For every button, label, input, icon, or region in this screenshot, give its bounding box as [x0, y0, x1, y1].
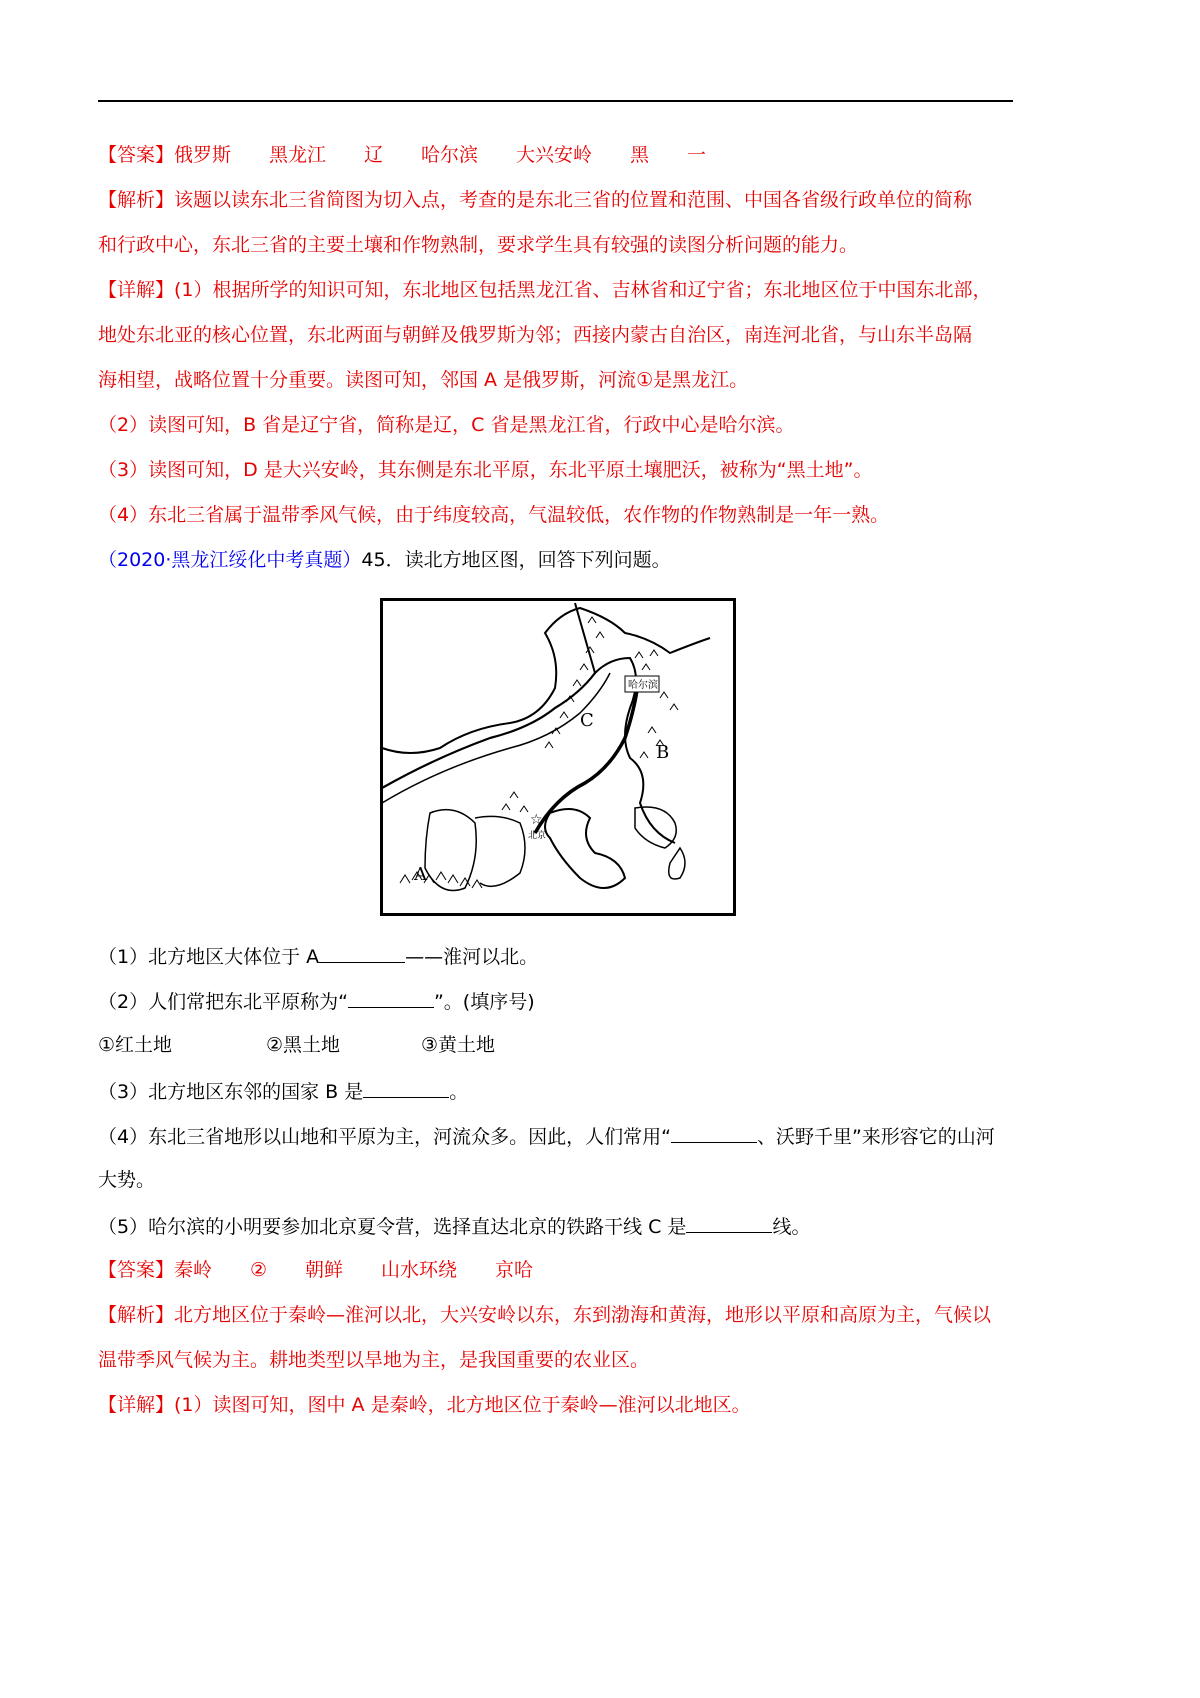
- map-label-c: C: [580, 710, 594, 731]
- map-label-b: B: [656, 742, 670, 763]
- sub-question-1: [98, 942, 1013, 970]
- sub-question-4-cont: 大势。: [98, 1169, 156, 1191]
- question-source: （2020·黑龙江绥化中考真题）: [98, 549, 362, 571]
- q3-text: （3）北方地区东邻的国家 B 是: [98, 1081, 364, 1103]
- q3-text-end: 。: [449, 1081, 469, 1103]
- header-rule: [98, 100, 1013, 102]
- q1-blank[interactable]: [319, 942, 405, 963]
- q1-text: （1）北方地区大体位于 A: [98, 946, 320, 968]
- detail-item-3: （3）读图可知，D 是大兴安岭，其东侧是东北平原，东北平原土壤肥沃，被称为“黑土地”。: [98, 459, 873, 481]
- q5-text-end: 线。: [772, 1216, 811, 1238]
- q2-options: [98, 1032, 1013, 1058]
- detail-item-2: （2）读图可知，B 省是辽宁省，简称是辽，C 省是黑龙江省，行政中心是哈尔滨。: [98, 414, 795, 436]
- map-label-harbin: 哈尔滨: [628, 680, 658, 691]
- question-heading: [98, 547, 1013, 573]
- q4-text-end: 、沃野千里”来形容它的山河: [756, 1126, 995, 1148]
- map-label-a: A: [414, 864, 427, 885]
- detail-line-2: 地处东北亚的核心位置，东北两面与朝鲜及俄罗斯为邻；西接内蒙古自治区，南连河北省，与山东半岛隔: [98, 324, 973, 346]
- q5-blank[interactable]: [686, 1212, 772, 1233]
- question-stem: 45．读北方地区图，回答下列问题。: [361, 549, 671, 571]
- q5-text: （5）哈尔滨的小明要参加北京夏令营，选择直达北京的铁路干线 C 是: [98, 1216, 687, 1238]
- sub-question-3: [98, 1077, 1013, 1105]
- sub-question-4: [98, 1122, 1013, 1150]
- beijing-star-icon: ☆: [530, 812, 543, 828]
- analysis2-line-2: 温带季风气候为主。耕地类型以旱地为主，是我国重要的农业区。: [98, 1349, 650, 1371]
- sub-question-2: [98, 987, 1013, 1015]
- answer-line-2: 【答案】秦岭 ② 朝鲜 山水环绕 京哈: [98, 1259, 534, 1281]
- q2-blank[interactable]: [348, 987, 434, 1008]
- north-region-map: [380, 598, 736, 916]
- detail-line-1: 【详解】(1）根据所学的知识可知，东北地区包括黑龙江省、吉林省和辽宁省；东北地区位于中国东北部，: [98, 279, 992, 301]
- analysis2-line-1: 【解析】北方地区位于秦岭—淮河以北，大兴安岭以东，东到渤海和黄海，地形以平原和高原为主，气候以: [98, 1304, 992, 1326]
- analysis-line-1: 【解析】该题以读东北三省简图为切入点，考查的是东北三省的位置和范围、中国各省级行政单位的简称: [98, 189, 973, 211]
- detail-line-3: 海相望，战略位置十分重要。读图可知，邻国 A 是俄罗斯，河流①是黑龙江。: [98, 369, 749, 391]
- map-label-beijing: 北京: [528, 831, 547, 841]
- q4-blank[interactable]: [671, 1122, 757, 1143]
- sub-question-5: [98, 1212, 1013, 1240]
- q2-text-end: ”。(填序号): [433, 991, 535, 1013]
- answer-line-1: 【答案】俄罗斯 黑龙江 辽 哈尔滨 大兴安岭 黑 一: [98, 144, 707, 166]
- option-2: ②黑土地: [266, 1034, 341, 1056]
- option-3: ③黄土地: [421, 1034, 496, 1056]
- q4-text: （4）东北三省地形以山地和平原为主，河流众多。因此，人们常用“: [98, 1126, 671, 1148]
- option-1: ①红土地: [98, 1034, 173, 1056]
- analysis-line-2: 和行政中心，东北三省的主要土壤和作物熟制，要求学生具有较强的读图分析问题的能力。: [98, 234, 859, 256]
- q3-blank[interactable]: [363, 1077, 449, 1098]
- detail-item-4: （4）东北三省属于温带季风气候，由于纬度较高，气温较低，农作物的作物熟制是一年一熟。: [98, 504, 890, 526]
- q1-text-end: ——淮河以北。: [405, 946, 539, 968]
- q2-text: （2）人们常把东北平原称为“: [98, 991, 348, 1013]
- detail2-line-1: 【详解】(1）读图可知，图中 A 是秦岭，北方地区位于秦岭—淮河以北地区。: [98, 1394, 751, 1416]
